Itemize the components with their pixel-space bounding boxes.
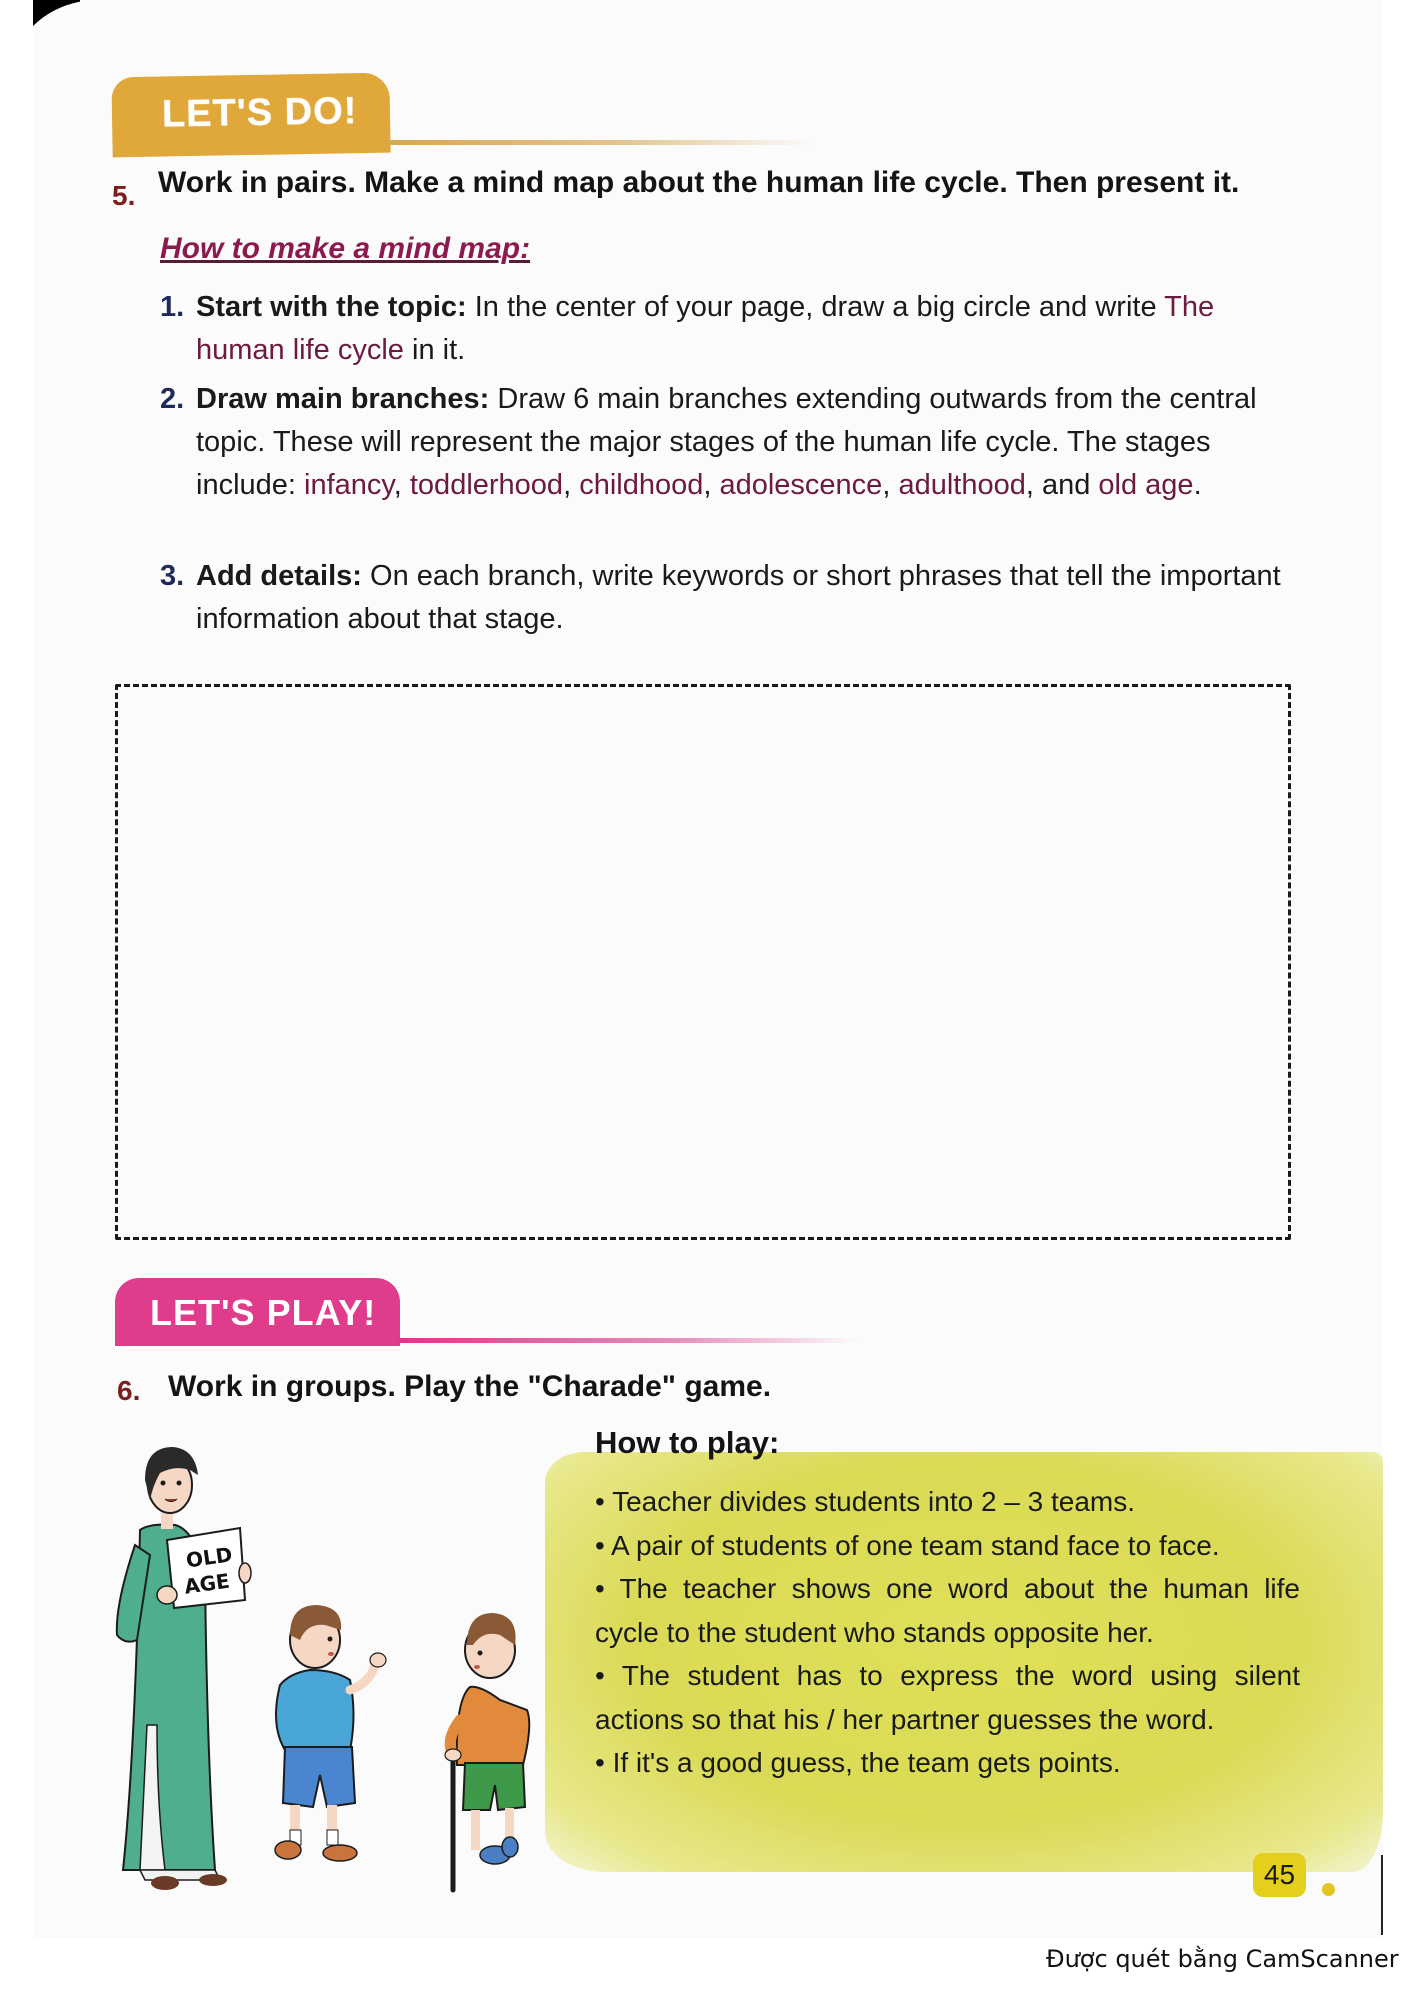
separator: , and (1025, 469, 1099, 501)
step-text: Draw 6 main branches extending outwards from the central topic. These will represent the major stages of the human life cycle. The stages include: (196, 383, 1257, 501)
lets-do-label: LET'S DO! (161, 90, 358, 136)
step-text: In the center of your page, draw a big circle and write (466, 291, 1165, 323)
boy-figure-gesturing (275, 1605, 386, 1861)
separator: , (703, 469, 720, 501)
step-number: 2. (160, 383, 185, 415)
rule-item: • If it's a good guess, the team gets points. (595, 1747, 1121, 1778)
howto-heading: How to make a mind map: (160, 232, 531, 265)
stage-adolescence: adolescence (719, 469, 883, 501)
section-divider-line (385, 140, 815, 145)
howto-play-heading: How to play: (595, 1425, 780, 1460)
question-text: Work in pairs. Make a mind map about the human life cycle. Then present it. (158, 166, 1240, 199)
step-text: On each branch, write keywords or short phrases that tell the important information about that stage. (196, 560, 1281, 635)
lets-play-badge (115, 1278, 400, 1346)
rule-item: • A pair of students of one team stand face to face. (595, 1529, 1220, 1561)
mind-map-drawing-area[interactable] (115, 684, 1291, 1240)
lets-play-label: LET'S PLAY! (150, 1292, 377, 1333)
sign-line-1: OLD (184, 1542, 234, 1573)
stage-infancy: infancy (304, 469, 394, 501)
step-number: 3. (160, 560, 185, 592)
separator: , (563, 469, 580, 501)
stage-adulthood: adulthood (898, 469, 1026, 501)
stage-toddlerhood: toddlerhood (409, 469, 564, 501)
sign-line-2: AGE (182, 1568, 232, 1599)
game-rules-list (595, 1480, 1300, 1785)
charade-illustration (95, 1425, 565, 1895)
step-number: 1. (160, 291, 185, 323)
boy-figure-with-cane (445, 1613, 529, 1890)
stage-old-age: old age (1098, 469, 1194, 501)
stage-childhood: childhood (579, 469, 704, 501)
old-age-sign (157, 1528, 251, 1608)
separator: , (393, 469, 410, 501)
step-text-end: in it. (403, 334, 466, 366)
rule-item: • Teacher divides students into 2 – 3 teams. (595, 1486, 1136, 1517)
rule-item: • The student has to express the word using silent actions so that his / her partner guesses the word. (595, 1660, 1300, 1735)
topic-highlight: The human life cycle (196, 291, 1215, 366)
section-divider-line (398, 1338, 858, 1343)
question-text: Work in groups. Play the "Charade" game. (168, 1370, 772, 1403)
page-edge-line (1381, 1855, 1383, 1935)
step-item (160, 378, 1290, 553)
step-title: Start with the topic: (196, 291, 467, 323)
step-title: Add details: (196, 560, 362, 592)
step-item (160, 555, 1290, 645)
step-title: Draw main branches: (196, 383, 490, 415)
decorative-dot (1322, 1883, 1335, 1896)
question-number: 5. (112, 180, 136, 211)
lets-do-badge (111, 73, 390, 158)
step-item (160, 286, 1290, 376)
scanner-watermark: Được quét bằng CamScanner (1046, 1945, 1399, 1973)
teacher-figure (117, 1447, 227, 1890)
question-number: 6. (117, 1375, 141, 1406)
separator: , (882, 469, 899, 501)
period: . (1193, 469, 1202, 501)
page-number-badge: 45 (1253, 1853, 1306, 1897)
rule-item: • The teacher shows one word about the human life cycle to the student who stands opposite her. (595, 1573, 1300, 1648)
